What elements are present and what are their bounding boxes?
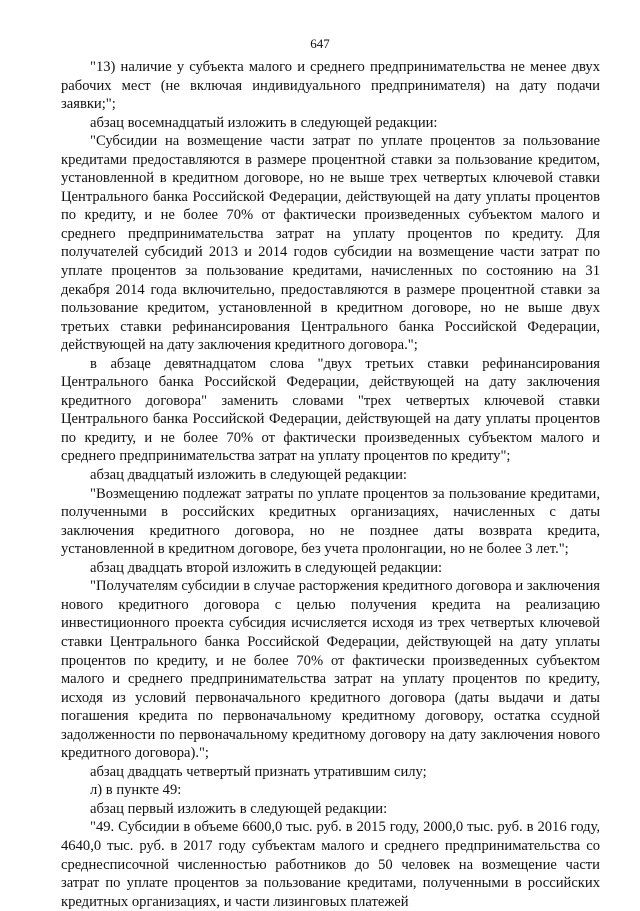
paragraph-subsidy-interest: "Субсидии на возмещение части затрат по уплате процентов за пользование кредитами предоставляются в размере процентной ставки за пользование кредитом, установленной в кредитном договоре, но не выше трех четвертых ключевой ставки Центрального банка Российской Федерации, действующей на дату уплаты процентов по кредиту, и не более 70% от фактически произведенных субъектом малого и среднего предпринимательства затрат на уплату процентов по кредиту. Для получателей субсидий 2013 и 2014 годов субсидии на возмещение части затрат по уплате процентов за пользование кредитами, начисленных по состоянию на 31 декабря 2014 года включительно, предоставляются в размере процентной ставки за пользование кредитом, установленной в кредитном договоре, но не выше двух третьих ставки рефинансирования Центрального банка Российской Федерации, действующей на дату заключения кредитного договора."; — [61, 133, 600, 354]
paragraph-instruction-19: в абзаце девятнадцатом слова "двух третьих ставки рефинансирования Центрального банка Российской Федерации, действующей на дату заключения кредитного договора" заменить словами "трех четвертых ключевой ставки Центрального банка Российской Федерации, действующей на дату уплаты процентов по кредиту, и не более 70% от фактически произведенных субъектом малого и среднего предпринимательства затрат на уплату процентов по кредиту"; — [61, 355, 600, 465]
paragraph-recipients: "Получателям субсидии в случае расторжения кредитного договора и заключения нового кредитного договора с целью получения кредита на реализацию инвестиционного проекта субсидия исчисляется исходя из трех четвертых ключевой ставки Центрального банка Российской Федерации, действующей на дату уплаты процентов по кредиту, и не более 70% от фактически произведенных субъектом малого и среднего предпринимательства затрат на уплату процентов по кредиту, исходя из условий первоначального кредитного договора (даты выдачи и даты погашения кредита по первоначальному кредитному договору, остатка ссудной задолженности по первоначальному кредитному договору на дату заключения нового кредитного договора)."; — [61, 578, 600, 762]
paragraph-instruction-18: абзац восемнадцатый изложить в следующей редакции: — [90, 114, 438, 131]
paragraph-instruction-20: абзац двадцатый изложить в следующей редакции: — [90, 467, 407, 484]
document-body — [61, 58, 600, 911]
paragraph-item-49: "49. Субсидии в объеме 6600,0 тыс. руб. в 2015 году, 2000,0 тыс. руб. в 2016 году, 4640,0 тыс. руб. в 2017 году субъектам малого и среднего предпринимательства со среднесписочной численностью работников до 50 человек на возмещение части затрат по уплате процентов за пользование кредитами, полученными в российских кредитных организациях, и части лизинговых платежей — [61, 819, 600, 910]
page-number: 647 — [310, 36, 330, 51]
paragraph-instruction-24: абзац двадцать четвертый признать утратившим силу; — [90, 763, 427, 780]
paragraph-item-l: л) в пункте 49: — [90, 782, 182, 799]
paragraph-instruction-first: абзац первый изложить в следующей редакции: — [90, 800, 388, 817]
paragraph-item-13: "13) наличие у субъекта малого и среднего предпринимательства не менее двух рабочих мест (не включая индивидуального предпринимателя) на дату подачи заявки;"; — [61, 59, 600, 113]
paragraph-reimbursement: "Возмещению подлежат затраты по уплате процентов за пользование кредитами, полученными в российских кредитных организациях, начисленных с даты заключения кредитного договора, но не позднее даты возврата кредита, установленной в кредитном договоре, без учета пролонгации, но не более 3 лет."; — [61, 485, 600, 558]
paragraph-instruction-22: абзац двадцать второй изложить в следующей редакции: — [90, 559, 443, 576]
